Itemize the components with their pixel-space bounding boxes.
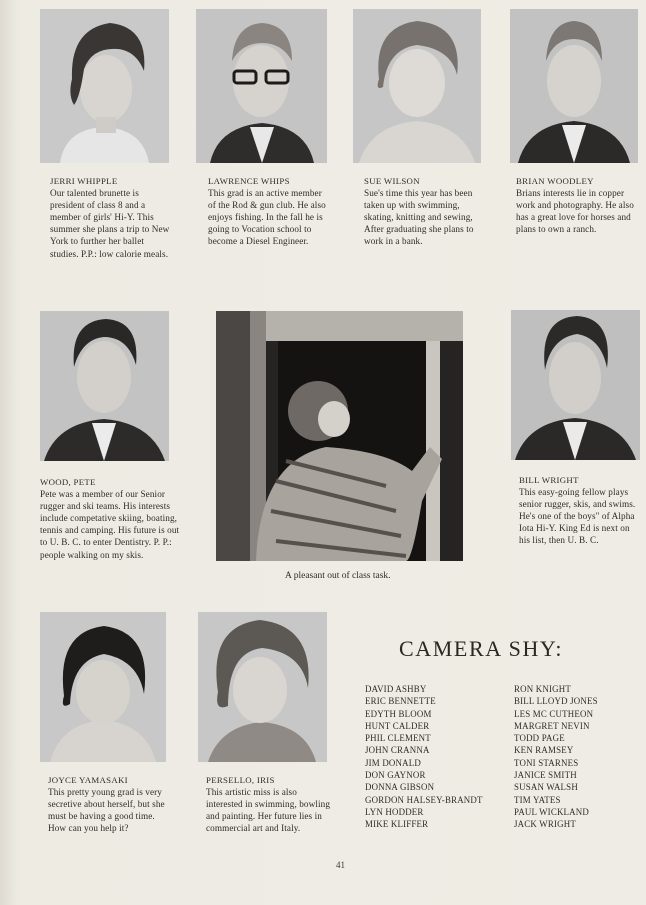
- camera-shy-name: EDYTH BLOOM: [365, 708, 432, 719]
- camera-shy-name: ERIC BENNETTE: [365, 696, 436, 707]
- student-name: SUE WILSON: [364, 176, 420, 186]
- candid-caption: A pleasant out of class task.: [285, 571, 391, 581]
- student-bio: Pete was a member of our Senior rugger and ski teams. His interests include competative skiing, boating, tennis and camping. His future is out to U. B. C. to enter Dentistry. P. P.: people walking on my skis.: [40, 489, 180, 560]
- camera-shy-list-left: [365, 683, 483, 831]
- camera-shy-name: DAVID ASHBY: [365, 684, 427, 694]
- student-name: JERRI WHIPPLE: [50, 176, 118, 186]
- camera-shy-name: LES MC CUTHEON: [514, 708, 594, 719]
- camera-shy-name: PAUL WICKLAND: [514, 806, 589, 817]
- camera-shy-name: HUNT CALDER: [365, 720, 430, 731]
- camera-shy-name: TIM YATES: [514, 794, 561, 805]
- camera-shy-name: RON KNIGHT: [514, 684, 571, 694]
- student-bio: This artistic miss is also interested in swimming, bowling and painting. Her future lies in commercial art and Italy.: [206, 787, 331, 834]
- bio-pete-wood: [40, 476, 180, 561]
- portrait-photo-sue-wilson: [353, 9, 481, 163]
- camera-shy-name: SUSAN WALSH: [514, 782, 578, 793]
- candid-photo-door: [216, 311, 463, 561]
- student-bio: This easy-going fellow plays senior rugger, skis, and swims. He's one of the boys" of Alpha Iota Hi-Y. King Ed is next on his list, then U. B. C.: [519, 487, 636, 546]
- camera-shy-name: TODD PAGE: [514, 733, 565, 744]
- portrait-photo-joyce-yamasaki: [40, 612, 166, 762]
- camera-shy-name: JOHN CRANNA: [365, 745, 430, 756]
- bio-lawrence-whips: [208, 175, 328, 248]
- student-name: PERSELLO, IRIS: [206, 775, 275, 785]
- page-number: 41: [336, 860, 345, 870]
- bio-joyce-yamasaki: [48, 774, 170, 834]
- camera-shy-list-right: [514, 683, 598, 831]
- camera-shy-name: JIM DONALD: [365, 757, 421, 768]
- camera-shy-name: DON GAYNOR: [365, 770, 426, 781]
- student-name: WOOD, PETE: [40, 477, 96, 487]
- camera-shy-name: PHIL CLEMENT: [365, 733, 431, 744]
- student-bio: Our talented brunette is president of class 8 and a member of girls' Hi-Y. This summer she plans a trip to New York to further her ballet studies. P.P.: low calorie meals.: [50, 188, 170, 259]
- student-name: BRIAN WOODLEY: [516, 176, 594, 186]
- bio-bill-wright: [519, 474, 641, 547]
- portrait-photo-bill-wright: [511, 310, 640, 460]
- bio-jerri-whipple: [50, 175, 170, 260]
- camera-shy-name: JANICE SMITH: [514, 770, 577, 781]
- camera-shy-name: DONNA GIBSON: [365, 782, 435, 793]
- student-name: BILL WRIGHT: [519, 475, 579, 485]
- portrait-photo-jerri-whipple: [40, 9, 169, 163]
- student-name: LAWRENCE WHIPS: [208, 176, 290, 186]
- portrait-photo-iris-persello: [198, 612, 327, 762]
- student-bio: This pretty young grad is very secretive about herself, but she must be having a good time. How can you help it?: [48, 787, 165, 834]
- student-bio: Sue's time this year has been taken up with swimming, skating, knitting and sewing, After graduating she plans to work in a bank.: [364, 188, 474, 247]
- camera-shy-name: BILL LLOYD JONES: [514, 696, 598, 707]
- camera-shy-name: MARGRET NEVIN: [514, 720, 590, 731]
- bio-sue-wilson: [364, 175, 482, 248]
- portrait-photo-lawrence-whips: [196, 9, 327, 163]
- camera-shy-name: GORDON HALSEY-BRANDT: [365, 794, 483, 805]
- camera-shy-name: JACK WRIGHT: [514, 819, 576, 830]
- student-bio: This grad is an active member of the Rod & gun club. He also enjoys fishing. In the fall he is going to Vocation school to become a Diesel Engineer.: [208, 188, 326, 247]
- camera-shy-name: KEN RAMSEY: [514, 745, 574, 756]
- portrait-photo-pete-wood: [40, 311, 169, 461]
- student-bio: Brians interests lie in copper work and photography. He also has a great love for horses and plans to own a ranch.: [516, 188, 634, 235]
- portrait-photo-brian-woodley: [510, 9, 638, 163]
- bio-brian-woodley: [516, 175, 638, 235]
- camera-shy-name: MIKE KLIFFER: [365, 819, 429, 830]
- student-name: JOYCE YAMASAKI: [48, 775, 128, 785]
- camera-shy-heading: CAMERA SHY:: [399, 636, 564, 661]
- camera-shy-name: LYN HODDER: [365, 806, 424, 817]
- bio-iris-persello: [206, 774, 332, 834]
- camera-shy-name: TONI STARNES: [514, 757, 579, 768]
